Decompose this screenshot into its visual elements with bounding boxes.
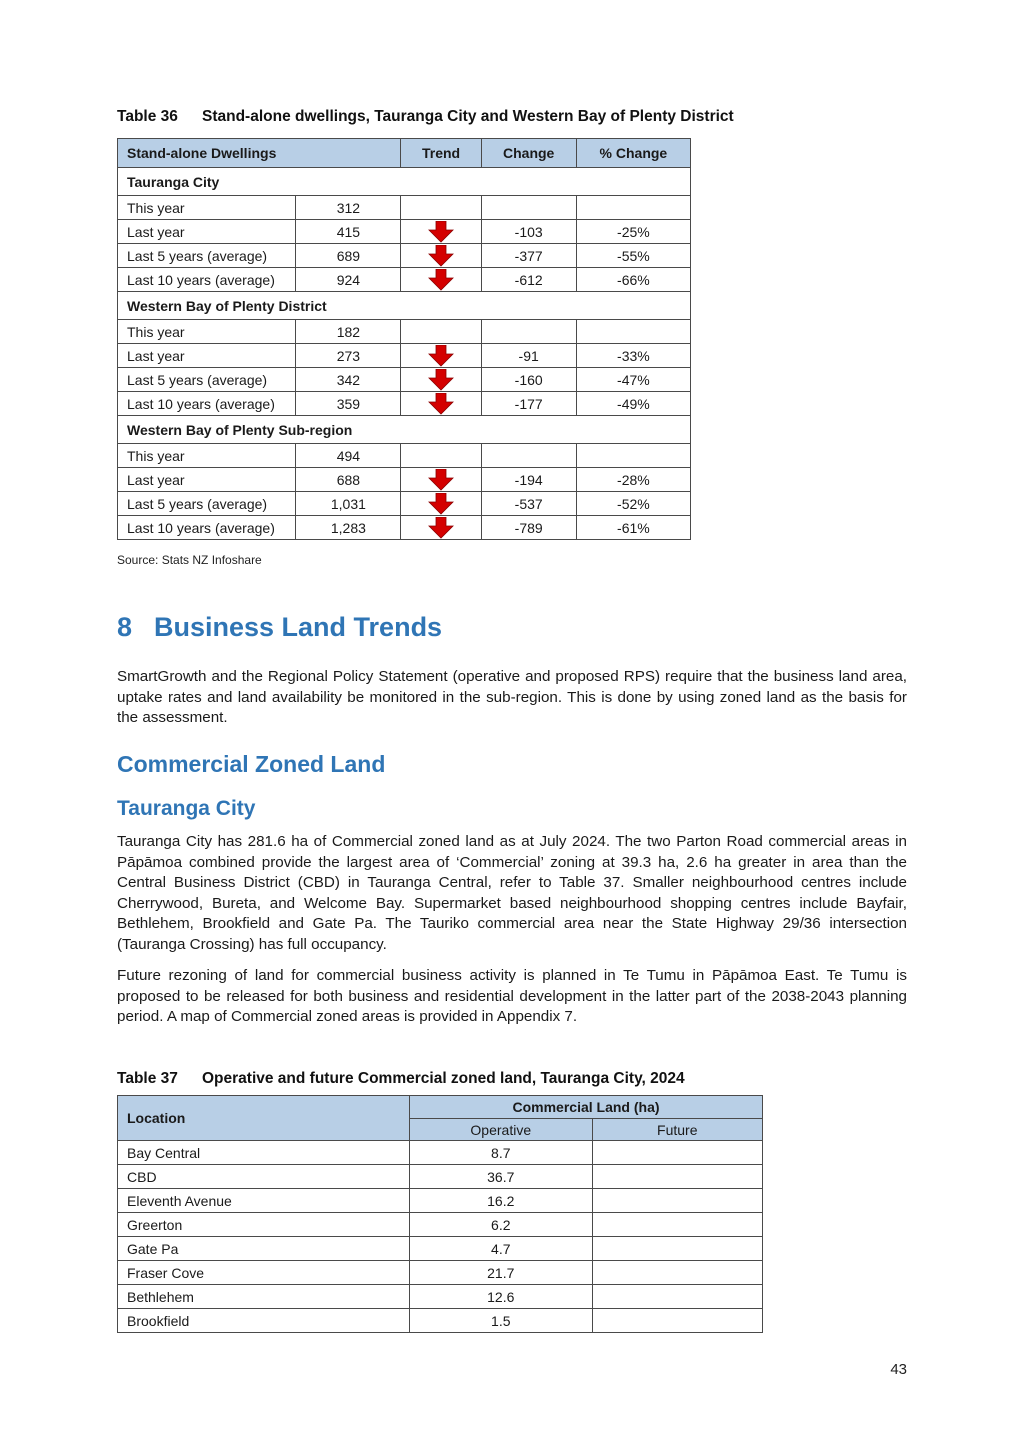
- row-location: Greerton: [118, 1213, 410, 1237]
- table-row: [118, 392, 691, 416]
- row-trend: [401, 196, 481, 220]
- row-pct-change: [576, 320, 690, 344]
- table-row: [118, 268, 691, 292]
- header-commercial-land: Commercial Land (ha): [410, 1096, 763, 1119]
- row-pct-change: -61%: [576, 516, 690, 540]
- table-row: [118, 320, 691, 344]
- row-location: Bethlehem: [118, 1285, 410, 1309]
- table-row: [118, 1213, 763, 1237]
- row-label: This year: [118, 444, 296, 468]
- table-row: [118, 1237, 763, 1261]
- table37-title: Operative and future Commercial zoned land, Tauranga City, 2024: [202, 1070, 685, 1087]
- row-location: Brookfield: [118, 1309, 410, 1333]
- row-operative: 6.2: [410, 1213, 593, 1237]
- row-label: Last year: [118, 468, 296, 492]
- table37-number: Table 37: [117, 1070, 178, 1087]
- red-down-arrow-icon: [428, 393, 454, 415]
- row-value: 1,031: [296, 492, 401, 516]
- table37-caption: [117, 1070, 685, 1088]
- table-row: [118, 1189, 763, 1213]
- row-operative: 1.5: [410, 1309, 593, 1333]
- row-change: -789: [481, 516, 576, 540]
- row-label: This year: [118, 196, 296, 220]
- section-label: Western Bay of Plenty District: [118, 292, 691, 320]
- row-label: Last 5 years (average): [118, 368, 296, 392]
- row-location: Gate Pa: [118, 1237, 410, 1261]
- red-down-arrow-icon: [428, 493, 454, 515]
- row-location: Bay Central: [118, 1141, 410, 1165]
- row-change: -612: [481, 268, 576, 292]
- row-pct-change: [576, 444, 690, 468]
- row-label: Last 5 years (average): [118, 244, 296, 268]
- section-label: Western Bay of Plenty Sub-region: [118, 416, 691, 444]
- header-trend: Trend: [401, 139, 481, 168]
- row-trend: [401, 244, 481, 268]
- row-future: [592, 1237, 762, 1261]
- red-down-arrow-icon: [428, 269, 454, 291]
- row-pct-change: -66%: [576, 268, 690, 292]
- row-operative: 21.7: [410, 1261, 593, 1285]
- row-pct-change: -55%: [576, 244, 690, 268]
- table36-caption: [117, 108, 734, 126]
- row-label: Last year: [118, 220, 296, 244]
- header-pct-change: % Change: [576, 139, 690, 168]
- table36-header-row: [118, 139, 691, 168]
- tauranga-paragraph-1: Tauranga City has 281.6 ha of Commercial zoned land as at July 2024. The two Parton Road commercial areas in Pāpāmoa combined provide the largest area of ‘Commercial’ zoning at 39.3 ha, 2.6 ha greater in area than the Central Business District (CBD) in Tauranga Central, refer to Table 37. Smaller neighbourhood centres include Cherrywood, Bureta, and Welcome Bay. Supermarket based neighbourhood shopping centres include Bayfair, Bethlehem, Brookfield and Gate Pa. The Tauriko commercial area near the State Highway 29/36 intersection (Tauranga Crossing) has full occupancy.: [117, 833, 907, 953]
- section-heading: [117, 612, 442, 643]
- row-pct-change: -47%: [576, 368, 690, 392]
- table-section-row: [118, 416, 691, 444]
- row-label: Last year: [118, 344, 296, 368]
- row-trend: [401, 492, 481, 516]
- row-value: 924: [296, 268, 401, 292]
- intro-paragraph: SmartGrowth and the Regional Policy Statement (operative and proposed RPS) require that the business land area, uptake rates and land availability be monitored in the sub-region. This is done by using zoned land as the basis for the assessment.: [117, 668, 907, 727]
- row-label: Last 10 years (average): [118, 392, 296, 416]
- table-section-row: [118, 168, 691, 196]
- red-down-arrow-icon: [428, 221, 454, 243]
- row-pct-change: [576, 196, 690, 220]
- row-value: 342: [296, 368, 401, 392]
- row-change: [481, 444, 576, 468]
- row-change: [481, 196, 576, 220]
- red-down-arrow-icon: [428, 517, 454, 539]
- row-pct-change: -52%: [576, 492, 690, 516]
- table37-header-row-1: [118, 1096, 763, 1119]
- table36-number: Table 36: [117, 108, 178, 125]
- row-value: 312: [296, 196, 401, 220]
- tauranga-paragraph-2: Future rezoning of land for commercial business activity is planned in Te Tumu in Pāpāmoa East. Te Tumu is proposed to be released for both business and residential development in the latter part of the 2038-2043 planning period. A map of Commercial zoned areas is provided in Appendix 7.: [117, 967, 907, 1026]
- table-row: [118, 244, 691, 268]
- commercial-zoned-land-table: [117, 1095, 763, 1333]
- table-row: [118, 368, 691, 392]
- row-trend: [401, 444, 481, 468]
- row-value: 688: [296, 468, 401, 492]
- row-change: -377: [481, 244, 576, 268]
- row-value: 689: [296, 244, 401, 268]
- row-trend: [401, 220, 481, 244]
- table-row: [118, 344, 691, 368]
- row-pct-change: -25%: [576, 220, 690, 244]
- table36-body: [118, 168, 691, 540]
- row-change: [481, 320, 576, 344]
- row-value: 415: [296, 220, 401, 244]
- row-value: 182: [296, 320, 401, 344]
- header-change: Change: [481, 139, 576, 168]
- stand-alone-dwellings-table: [117, 138, 691, 540]
- row-operative: 12.6: [410, 1285, 593, 1309]
- row-pct-change: -49%: [576, 392, 690, 416]
- row-label: Last 10 years (average): [118, 268, 296, 292]
- red-down-arrow-icon: [428, 345, 454, 367]
- row-value: 494: [296, 444, 401, 468]
- row-change: -177: [481, 392, 576, 416]
- row-future: [592, 1213, 762, 1237]
- row-operative: 16.2: [410, 1189, 593, 1213]
- row-operative: 8.7: [410, 1141, 593, 1165]
- row-pct-change: -33%: [576, 344, 690, 368]
- row-trend: [401, 392, 481, 416]
- table-row: [118, 516, 691, 540]
- row-trend: [401, 468, 481, 492]
- row-operative: 36.7: [410, 1165, 593, 1189]
- table-row: [118, 220, 691, 244]
- header-future: Future: [592, 1119, 762, 1141]
- header-location: Location: [118, 1096, 410, 1141]
- row-operative: 4.7: [410, 1237, 593, 1261]
- table-row: [118, 1165, 763, 1189]
- row-location: CBD: [118, 1165, 410, 1189]
- row-trend: [401, 268, 481, 292]
- section-label: Tauranga City: [118, 168, 691, 196]
- row-location: Fraser Cove: [118, 1261, 410, 1285]
- red-down-arrow-icon: [428, 369, 454, 391]
- red-down-arrow-icon: [428, 469, 454, 491]
- row-label: This year: [118, 320, 296, 344]
- row-future: [592, 1309, 762, 1333]
- row-value: 273: [296, 344, 401, 368]
- row-future: [592, 1165, 762, 1189]
- table36-title: Stand-alone dwellings, Tauranga City and Western Bay of Plenty District: [202, 108, 734, 125]
- table-row: [118, 492, 691, 516]
- row-pct-change: -28%: [576, 468, 690, 492]
- row-future: [592, 1141, 762, 1165]
- row-future: [592, 1189, 762, 1213]
- table-section-row: [118, 292, 691, 320]
- row-location: Eleventh Avenue: [118, 1189, 410, 1213]
- table-row: [118, 1261, 763, 1285]
- row-label: Last 10 years (average): [118, 516, 296, 540]
- row-label: Last 5 years (average): [118, 492, 296, 516]
- commercial-zoned-land-heading: Commercial Zoned Land: [117, 751, 386, 777]
- row-trend: [401, 516, 481, 540]
- row-value: 359: [296, 392, 401, 416]
- table37-body: [118, 1141, 763, 1333]
- table-row: [118, 444, 691, 468]
- row-trend: [401, 368, 481, 392]
- row-future: [592, 1285, 762, 1309]
- section-title: Business Land Trends: [154, 612, 443, 642]
- row-future: [592, 1261, 762, 1285]
- red-down-arrow-icon: [428, 245, 454, 267]
- header-operative: Operative: [410, 1119, 593, 1141]
- row-change: -91: [481, 344, 576, 368]
- row-trend: [401, 320, 481, 344]
- table-row: [118, 1285, 763, 1309]
- row-change: -160: [481, 368, 576, 392]
- row-value: 1,283: [296, 516, 401, 540]
- header-stand-alone-dwellings: Stand-alone Dwellings: [118, 139, 401, 168]
- row-change: -103: [481, 220, 576, 244]
- table36-source: Source: Stats NZ Infoshare: [117, 553, 262, 567]
- table-row: [118, 196, 691, 220]
- tauranga-city-heading: Tauranga City: [117, 797, 256, 820]
- row-change: -194: [481, 468, 576, 492]
- row-change: -537: [481, 492, 576, 516]
- table-row: [118, 468, 691, 492]
- table-row: [118, 1309, 763, 1333]
- section-number: 8: [117, 612, 133, 642]
- row-trend: [401, 344, 481, 368]
- page-number: 43: [890, 1361, 907, 1378]
- table-row: [118, 1141, 763, 1165]
